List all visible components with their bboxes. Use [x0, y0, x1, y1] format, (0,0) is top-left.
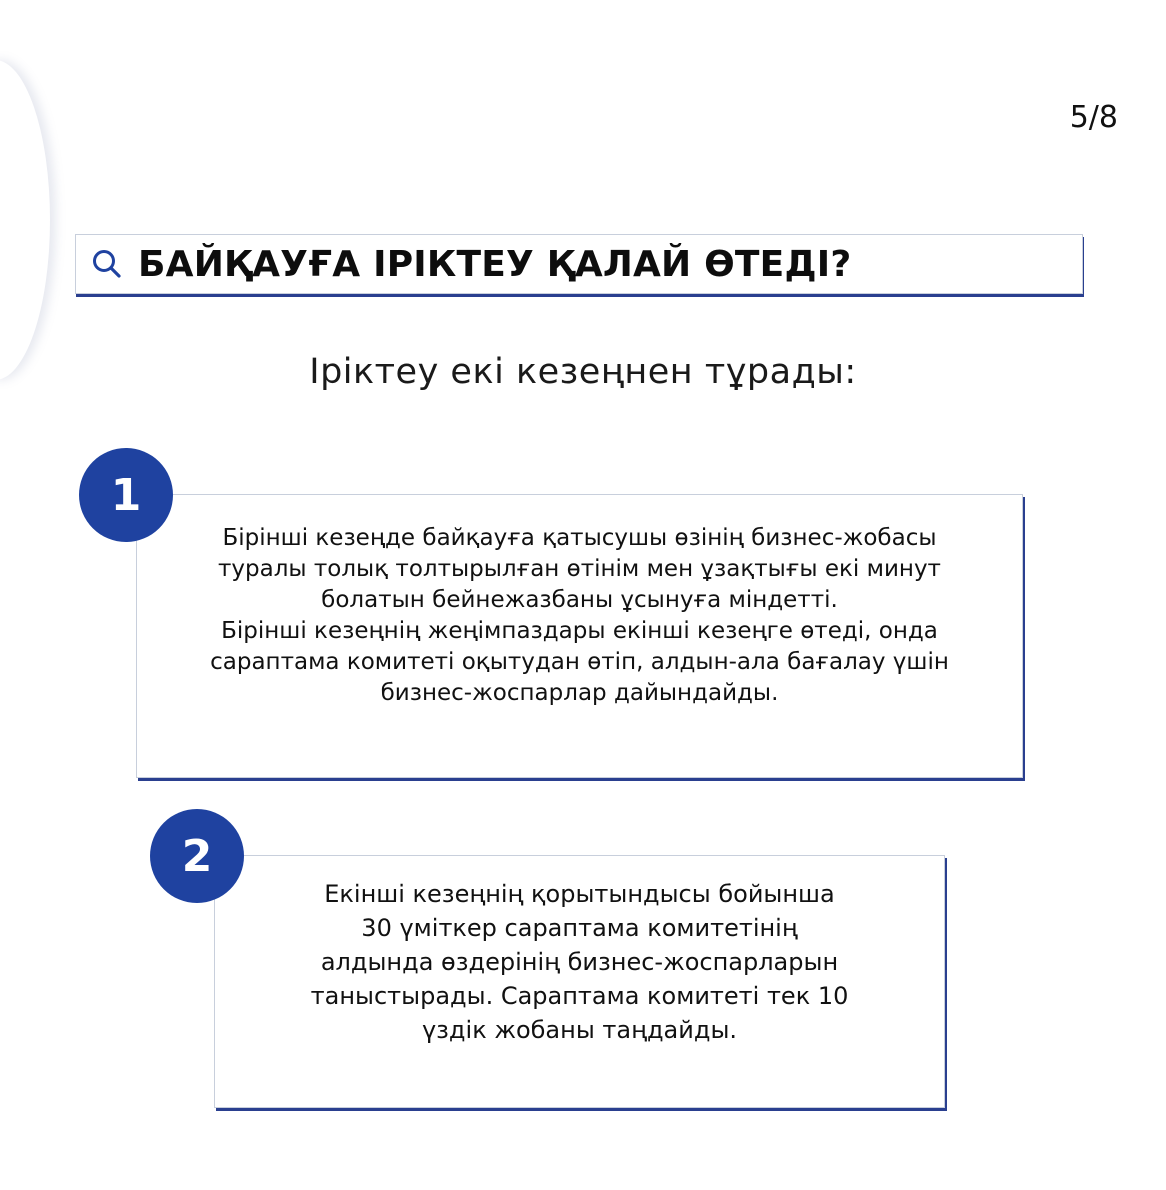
title-bar	[75, 234, 1083, 294]
stage-card-1	[136, 494, 1023, 778]
stage-card-2	[214, 855, 945, 1108]
edge-decoration	[0, 60, 50, 380]
subtitle: Іріктеу екі кезеңнен тұрады:	[309, 352, 857, 392]
page-title: БАЙҚАУҒА ІРІКТЕУ ҚАЛАЙ ӨТЕДІ?	[138, 243, 852, 285]
stage-2-text: Екінші кезеңнің қорытындысы бойынша 30 үміткер сараптама комитетінің алдында өздерінің бизнес-жоспарларын таныстырады. Сараптама комитеті тек 10 үздік жобаны таңдайды.	[310, 879, 849, 1044]
stage-1-text: Бірінші кезеңде байқауға қатысушы өзінің бизнес-жобасы туралы толық толтырылған өтінім мен ұзақтығы екі минут болатын бейнежазбаны ұсынуға міндетті. Бірінші кезеңнің жеңімпаздары екінші кезеңге өтеді, онда сараптама комитеті оқытудан өтіп, алдын-ала бағалау үшін бизнес-жоспарлар дайындайды.	[210, 525, 949, 706]
stage-1-badge: 1	[80, 449, 172, 541]
search-icon	[90, 247, 124, 281]
stage-2-badge: 2	[151, 810, 243, 902]
page-counter: 5/8	[1069, 100, 1118, 135]
